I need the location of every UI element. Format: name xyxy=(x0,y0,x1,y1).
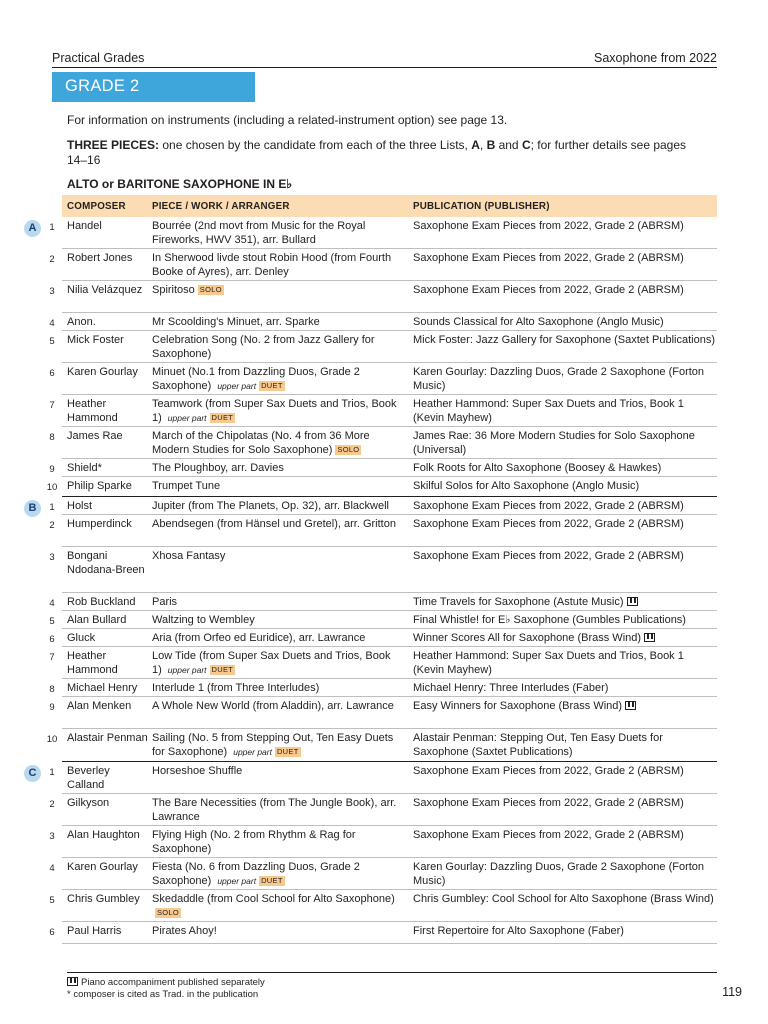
table-row xyxy=(0,281,768,313)
publication-title: Winner Scores All for Saxophone (Brass Wind) xyxy=(413,632,642,644)
table-row xyxy=(0,697,768,729)
row-number: 8 xyxy=(49,432,55,443)
publication-cell xyxy=(413,797,718,811)
instrument-label: Saxophone from 2022 xyxy=(593,51,717,65)
list-c-badge: C xyxy=(24,765,41,782)
piece-cell xyxy=(152,430,408,457)
row-divider xyxy=(62,943,717,944)
publication-title: Time Travels for Saxophone (Astute Music) xyxy=(413,596,624,608)
table-row xyxy=(0,922,768,944)
table-row xyxy=(0,217,768,249)
table-row xyxy=(0,729,768,762)
row-number: 3 xyxy=(49,552,55,563)
piece-cell xyxy=(152,518,408,532)
section-label: Practical Grades xyxy=(52,51,145,65)
piece-cell xyxy=(152,632,408,646)
row-number: 7 xyxy=(49,400,55,411)
publication-cell xyxy=(413,861,718,888)
publication-cell xyxy=(413,518,718,532)
publication-cell xyxy=(413,366,718,393)
composer-cell: Karen Gourlay xyxy=(67,861,138,873)
piece-title: Spiritoso xyxy=(152,284,195,296)
composer-cell: Michael Henry xyxy=(67,682,138,694)
piece-cell xyxy=(152,682,408,696)
table-row xyxy=(0,679,768,697)
composer-cell: Gluck xyxy=(67,632,96,644)
publication-cell xyxy=(413,550,718,564)
piano-accompaniment-icon xyxy=(627,597,638,606)
table-row xyxy=(0,313,768,331)
publication-title: Saxophone Exam Pieces from 2022, Grade 2 (ABRSM) xyxy=(413,220,684,232)
table-header xyxy=(62,195,717,217)
publication-title: Saxophone Exam Pieces from 2022, Grade 2 (ABRSM) xyxy=(413,500,684,512)
piece-title: Interlude 1 (from Three Interludes) xyxy=(152,682,320,694)
piece-title: A Whole New World (from Aladdin), arr. Lawrance xyxy=(152,700,394,712)
duet-tag: DUET xyxy=(261,380,283,390)
list-a-badge: A xyxy=(24,220,41,237)
row-number: 4 xyxy=(49,598,55,609)
composer-cell: Alastair Penman xyxy=(67,732,148,744)
header-publication: PUBLICATION (PUBLISHER) xyxy=(413,201,550,212)
part-note: upper part xyxy=(167,412,207,423)
piece-title: March of the Chipolatas (No. 4 from 36 More Modern Studies for Solo Saxophone) xyxy=(152,430,370,456)
piece-title: Aria (from Orfeo ed Euridice), arr. Lawrance xyxy=(152,632,366,644)
composer-cell: Alan Bullard xyxy=(67,614,127,626)
piece-cell xyxy=(152,284,408,298)
publication-cell xyxy=(413,732,718,759)
publication-title: Final Whistle! for E♭ Saxophone (Gumbles Publications) xyxy=(413,614,686,626)
intro-three-pieces xyxy=(67,138,707,167)
piece-cell xyxy=(152,732,408,759)
solo-tag: SOLO xyxy=(337,444,360,454)
composer-cell: Humperdinck xyxy=(67,518,132,530)
piece-cell xyxy=(152,252,408,279)
header-composer: COMPOSER xyxy=(67,201,126,212)
piece-title: Horseshoe Shuffle xyxy=(152,765,243,777)
row-number: 7 xyxy=(49,652,55,663)
publication-cell xyxy=(413,893,718,907)
piece-cell xyxy=(152,220,408,247)
row-number: 6 xyxy=(49,634,55,645)
piece-title: Bourrée (2nd movt from Music for the Royal Fireworks, HWV 351), arr. Bullard xyxy=(152,220,366,246)
footnote-piano-text: Piano accompaniment published separately xyxy=(81,977,265,988)
table-row xyxy=(0,593,768,611)
publication-title: Saxophone Exam Pieces from 2022, Grade 2 (ABRSM) xyxy=(413,550,684,562)
table-row xyxy=(0,363,768,395)
header-piece: PIECE / WORK / ARRANGER xyxy=(152,201,290,212)
table-row xyxy=(0,611,768,629)
composer-cell: Bongani Ndodana-Breen xyxy=(67,550,145,576)
row-number: 10 xyxy=(46,482,58,493)
publication-title: Saxophone Exam Pieces from 2022, Grade 2 (ABRSM) xyxy=(413,284,684,296)
instrument-title: ALTO or BARITONE SAXOPHONE IN E♭ xyxy=(67,177,293,191)
piano-accompaniment-icon xyxy=(644,633,655,642)
publication-cell xyxy=(413,829,718,843)
piece-title: Minuet (No.1 from Dazzling Duos, Grade 2 Saxophone) xyxy=(152,366,360,392)
part-note: upper part xyxy=(167,664,207,675)
publication-title: Heather Hammond: Super Sax Duets and Trios, Book 1 (Kevin Mayhew) xyxy=(413,650,684,676)
piece-title: Trumpet Tune xyxy=(152,480,221,492)
table-row xyxy=(0,331,768,363)
publication-cell xyxy=(413,596,718,610)
composer-cell: Anon. xyxy=(67,316,96,328)
publication-title: Easy Winners for Saxophone (Brass Wind) xyxy=(413,700,623,712)
footnote-piano xyxy=(67,977,717,989)
composer-cell: James Rae xyxy=(67,430,123,442)
piece-title: Skedaddle (from Cool School for Alto Saxophone) xyxy=(152,893,395,905)
row-number: 4 xyxy=(49,863,55,874)
piece-cell xyxy=(152,316,408,330)
publication-title: Sounds Classical for Alto Saxophone (Anglo Music) xyxy=(413,316,664,328)
table-row xyxy=(0,497,768,515)
table-row xyxy=(0,826,768,858)
row-number: 9 xyxy=(49,702,55,713)
piece-title: Sailing (No. 5 from Stepping Out, Ten Easy Duets for Saxophone) xyxy=(152,732,394,758)
footnote-star: * composer is cited as Trad. in the publication xyxy=(67,988,259,1000)
composer-cell: Chris Gumbley xyxy=(67,893,140,905)
table-row xyxy=(0,395,768,427)
duet-tag: DUET xyxy=(211,412,234,422)
publication-cell xyxy=(413,252,718,266)
composer-cell: Alan Menken xyxy=(67,700,132,712)
piece-cell xyxy=(152,334,408,361)
publication-title: Skilful Solos for Alto Saxophone (Anglo Music) xyxy=(413,480,640,492)
duet-tag: DUET xyxy=(261,875,283,885)
list-b-badge: B xyxy=(24,500,41,517)
piece-title: Jupiter (from The Planets, Op. 32), arr. Blackwell xyxy=(152,500,389,512)
solo-tag: SOLO xyxy=(199,285,222,294)
piece-title: Celebration Song (No. 2 from Jazz Gallery for Saxophone) xyxy=(152,334,375,360)
table-row xyxy=(0,890,768,922)
publication-cell xyxy=(413,398,718,425)
publication-cell xyxy=(413,614,718,628)
part-note: upper part xyxy=(233,746,272,757)
part-note: upper part xyxy=(217,875,257,886)
row-number: 2 xyxy=(49,799,55,810)
row-number: 2 xyxy=(49,520,55,531)
table-row xyxy=(0,515,768,547)
piece-title: Fiesta (No. 6 from Dazzling Duos, Grade 2 Saxophone) xyxy=(152,861,360,887)
table-row xyxy=(0,547,768,593)
table-row xyxy=(0,794,768,826)
piece-title: The Ploughboy, arr. Davies xyxy=(152,462,284,474)
composer-cell: Heather Hammond xyxy=(67,650,118,676)
publication-cell xyxy=(413,334,718,348)
publication-cell xyxy=(413,682,718,696)
piano-accompaniment-icon xyxy=(67,977,78,986)
publication-title: Karen Gourlay: Dazzling Duos, Grade 2 Saxophone (Forton Music) xyxy=(413,861,705,887)
publication-title: First Repertoire for Alto Saxophone (Faber) xyxy=(413,925,624,937)
publication-title: Alastair Penman: Stepping Out, Ten Easy Duets for Saxophone (Saxtet Publications) xyxy=(413,732,663,758)
piece-title: In Sherwood livde stout Robin Hood (from Fourth Booke of Ayres), arr. Denley xyxy=(152,252,392,278)
row-number: 6 xyxy=(49,927,55,938)
composer-cell: Robert Jones xyxy=(67,252,133,264)
publication-title: Mick Foster: Jazz Gallery for Saxophone (Saxtet Publications) xyxy=(413,334,716,346)
page-number: 119 xyxy=(722,985,742,999)
publication-cell xyxy=(413,632,718,646)
piece-cell xyxy=(152,765,408,779)
piece-cell xyxy=(152,861,408,888)
piece-title: Teamwork (from Super Sax Duets and Trios, Book 1) xyxy=(152,398,397,424)
piece-cell xyxy=(152,925,408,939)
composer-cell: Holst xyxy=(67,500,93,512)
row-number: 5 xyxy=(49,895,55,906)
publication-cell xyxy=(413,925,718,939)
composer-cell: Mick Foster xyxy=(67,334,124,346)
intro-instruments xyxy=(67,113,727,128)
publication-cell xyxy=(413,220,718,234)
publication-title: Saxophone Exam Pieces from 2022, Grade 2 (ABRSM) xyxy=(413,765,684,777)
piece-title: Flying High (No. 2 from Rhythm & Rag for Saxophone) xyxy=(152,829,356,855)
publication-cell xyxy=(413,700,718,714)
row-number: 3 xyxy=(49,286,55,297)
solo-tag: SOLO xyxy=(157,907,180,917)
piece-cell xyxy=(152,700,408,714)
intro-instruments-text: For information on instruments (including a related-instrument option) see page 13. xyxy=(67,113,508,127)
piece-cell xyxy=(152,797,408,824)
piece-cell xyxy=(152,650,408,677)
composer-cell: Paul Harris xyxy=(67,925,122,937)
row-number: 1 xyxy=(49,767,55,778)
publication-title: Saxophone Exam Pieces from 2022, Grade 2 (ABRSM) xyxy=(413,797,684,809)
composer-cell: Heather Hammond xyxy=(67,398,118,424)
row-number: 4 xyxy=(49,318,55,329)
publication-cell xyxy=(413,480,718,494)
table-row xyxy=(0,762,768,794)
piece-cell xyxy=(152,398,408,425)
row-number: 8 xyxy=(49,684,55,695)
publication-cell xyxy=(413,500,718,514)
table-row xyxy=(0,249,768,281)
table-row xyxy=(0,858,768,890)
running-head xyxy=(52,50,717,68)
composer-cell: Beverley Calland xyxy=(67,765,110,791)
duet-tag: DUET xyxy=(276,746,299,756)
duet-tag: DUET xyxy=(211,664,234,674)
publication-cell xyxy=(413,284,718,298)
composer-cell: Karen Gourlay xyxy=(67,366,138,378)
piece-cell xyxy=(152,500,408,514)
piece-cell xyxy=(152,829,408,856)
piece-cell xyxy=(152,480,408,494)
publication-cell xyxy=(413,650,718,677)
footnotes xyxy=(67,972,717,1000)
publication-title: Chris Gumbley: Cool School for Alto Saxophone (Brass Wind) xyxy=(413,893,714,905)
publication-title: Folk Roots for Alto Saxophone (Boosey & Hawkes) xyxy=(413,462,662,474)
publication-title: Michael Henry: Three Interludes (Faber) xyxy=(413,682,609,694)
publication-cell xyxy=(413,430,718,457)
composer-cell: Rob Buckland xyxy=(67,596,136,608)
publication-cell xyxy=(413,462,718,476)
table-row xyxy=(0,629,768,647)
piece-title: The Bare Necessities (from The Jungle Book), arr. Lawrance xyxy=(152,797,397,823)
piece-title: Paris xyxy=(152,596,178,608)
piece-cell xyxy=(152,614,408,628)
composer-cell: Handel xyxy=(67,220,102,232)
table-row xyxy=(0,647,768,679)
piece-cell xyxy=(152,462,408,476)
publication-title: Saxophone Exam Pieces from 2022, Grade 2 (ABRSM) xyxy=(413,829,684,841)
piece-title: Xhosa Fantasy xyxy=(152,550,226,562)
row-number: 3 xyxy=(49,831,55,842)
publication-title: Karen Gourlay: Dazzling Duos, Grade 2 Saxophone (Forton Music) xyxy=(413,366,705,392)
piece-title: Pirates Ahoy! xyxy=(152,925,217,937)
piece-cell xyxy=(152,550,408,564)
composer-cell: Nilia Velázquez xyxy=(67,284,143,296)
publication-title: James Rae: 36 More Modern Studies for Solo Saxophone (Universal) xyxy=(413,430,695,456)
publication-title: Saxophone Exam Pieces from 2022, Grade 2 (ABRSM) xyxy=(413,252,684,264)
row-number: 1 xyxy=(49,502,55,513)
table-row xyxy=(0,477,768,497)
grade-title: GRADE 2 xyxy=(52,72,255,102)
composer-cell: Shield* xyxy=(67,462,102,474)
publication-cell xyxy=(413,765,718,779)
piece-cell xyxy=(152,596,408,610)
row-number: 5 xyxy=(49,616,55,627)
publication-cell xyxy=(413,316,718,330)
piece-title: Waltzing to Wembley xyxy=(152,614,255,626)
table-row xyxy=(0,459,768,477)
composer-cell: Gilkyson xyxy=(67,797,110,809)
publication-title: Heather Hammond: Super Sax Duets and Trios, Book 1 (Kevin Mayhew) xyxy=(413,398,684,424)
piece-cell xyxy=(152,366,408,393)
publication-title: Saxophone Exam Pieces from 2022, Grade 2 (ABRSM) xyxy=(413,518,684,530)
composer-cell: Alan Haughton xyxy=(67,829,140,841)
row-number: 9 xyxy=(49,464,55,475)
row-number: 1 xyxy=(49,222,55,233)
piece-title: Low Tide (from Super Sax Duets and Trios, Book 1) xyxy=(152,650,391,676)
part-note: upper part xyxy=(217,380,257,391)
piece-title: Abendsegen (from Hänsel und Gretel), arr. Gritton xyxy=(152,518,396,530)
piece-title: Mr Scoolding's Minuet, arr. Sparke xyxy=(152,316,320,328)
row-number: 10 xyxy=(46,734,58,745)
row-number: 5 xyxy=(49,336,55,347)
table-row xyxy=(0,427,768,459)
piano-accompaniment-icon xyxy=(625,701,636,710)
composer-cell: Philip Sparke xyxy=(67,480,132,492)
piece-cell xyxy=(152,893,408,920)
row-number: 6 xyxy=(49,368,55,379)
row-number: 2 xyxy=(49,254,55,265)
intro-three-pieces-text: THREE PIECES: one chosen by the candidate from each of the three Lists, A, B and C; for further details see pages 14–16 xyxy=(67,138,687,167)
